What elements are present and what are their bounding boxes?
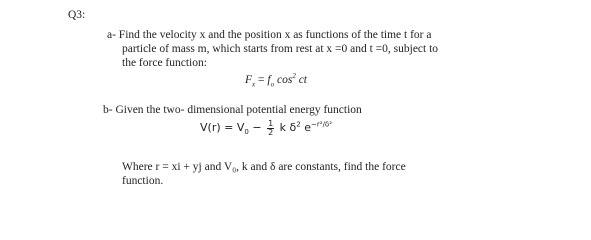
formula-fraction-num: 1: [268, 118, 274, 128]
formula-f-x-sub: x: [252, 80, 256, 89]
formula-f0: f: [267, 74, 271, 86]
formula-f0-sub: o: [270, 80, 275, 89]
formula-arg: ct: [298, 74, 307, 86]
part-a-line-1: a- Find the velocity x and the position x as functions of the time t for a: [107, 29, 432, 41]
part-b-line-1: b- Given the two- dimensional potential energy function: [103, 104, 362, 116]
formula-equals: =: [258, 74, 265, 86]
formula-cos: cos: [276, 74, 293, 86]
force-function-formula: [245, 73, 307, 87]
part-a-line-2: particle of mass m, which starts from rest at x =0 and t =0, subject to: [122, 43, 439, 55]
potential-energy-formula: [200, 118, 332, 138]
formula-minus: −: [252, 121, 262, 134]
formula-exp-sup: −r²/δ²: [311, 120, 333, 129]
formula-f-x: F: [245, 74, 253, 86]
formula-k-delta: k δ: [279, 121, 297, 134]
formula-k-delta-sup: 2: [296, 120, 301, 129]
formula-fraction: [267, 120, 274, 137]
part-b-line-2: Where r = xi + yj and V₀, k and δ are constants, find the force: [122, 161, 406, 173]
formula-v-lhs: V(r) = V: [200, 121, 245, 134]
question-label: Q3:: [68, 9, 86, 21]
part-a-line-3: the force function:: [122, 57, 207, 69]
formula-exp: e: [304, 121, 312, 134]
formula-fraction-den: 2: [268, 127, 274, 137]
part-b-line-3: function.: [122, 175, 164, 187]
formula-cos-sup: 2: [292, 72, 296, 81]
formula-v-lhs-sub: 0: [244, 128, 249, 137]
